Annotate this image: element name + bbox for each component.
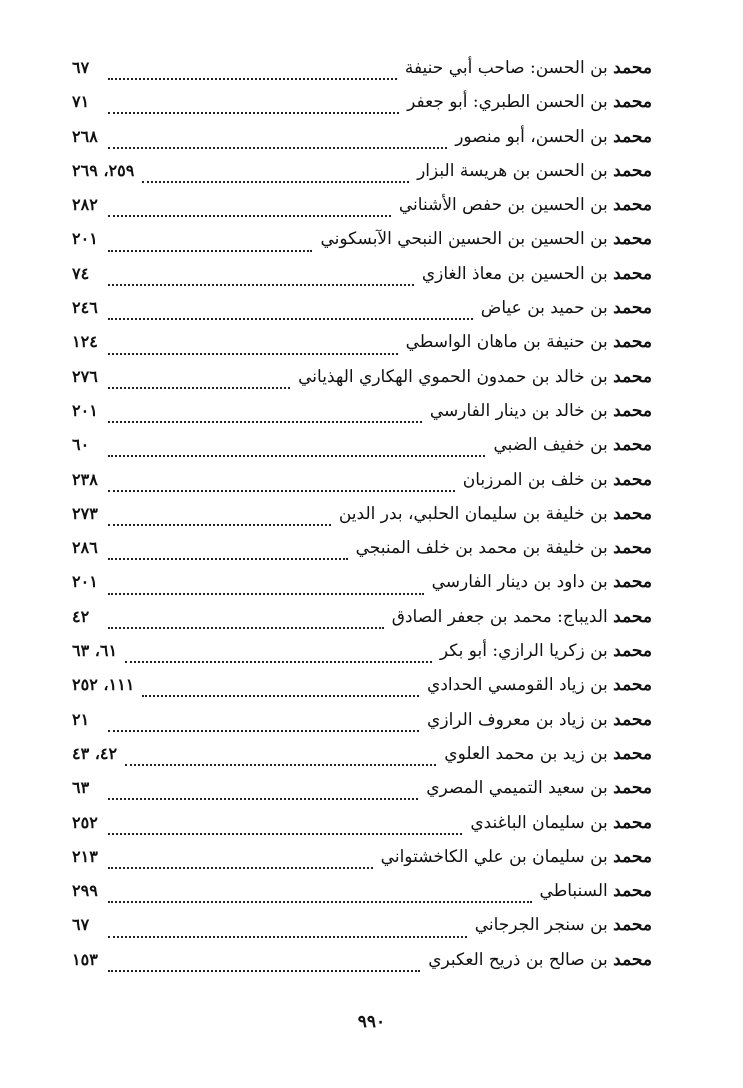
entry-name: محمد بن الحسن، أبو منصور xyxy=(455,126,652,147)
entry-page-refs: ٦٧ xyxy=(72,915,90,935)
dot-leader xyxy=(125,764,436,766)
index-entry xyxy=(72,161,652,195)
entry-name: محمد بن صالح بن ذريح العكبري xyxy=(428,949,652,970)
dot-leader xyxy=(108,593,424,595)
dot-leader xyxy=(108,112,399,114)
index-entry xyxy=(72,607,652,641)
entry-name: محمد بن الحسين بن معاذ الغازي xyxy=(421,263,652,284)
entry-page-refs: ٤٢ xyxy=(72,606,90,626)
entry-page-refs: ٢١٣ xyxy=(72,846,98,866)
entry-name: محمد بن زياد القومسي الحدادي xyxy=(427,675,652,696)
index-entry xyxy=(72,470,652,504)
entry-page-refs: ٦٧ xyxy=(72,58,90,77)
entry-name: محمد بن الحسين بن حفص الأشناني xyxy=(398,195,652,216)
entry-name: محمد بن خالد بن حمدون الحموي الهكاري الهذياني xyxy=(298,366,652,387)
entry-page-refs: ٦١، ٦٣ xyxy=(72,641,118,661)
entry-name: محمد بن زيد بن محمد العلوي xyxy=(444,743,652,764)
entry-name: محمد بن داود بن دينار الفارسي xyxy=(431,572,652,593)
dot-leader xyxy=(108,558,348,560)
index-entry xyxy=(72,813,652,847)
entry-page-refs: ٦٠ xyxy=(72,435,90,455)
entry-name: محمد بن خليفة بن محمد بن خلف المنبجي xyxy=(355,538,652,559)
dot-leader xyxy=(142,695,419,697)
entry-page-refs: ١٢٤ xyxy=(72,332,98,352)
entry-page-refs: ٧١ xyxy=(72,92,90,112)
index-entry xyxy=(72,92,652,126)
index-entry xyxy=(72,710,652,744)
dot-leader xyxy=(108,284,414,286)
index-entry xyxy=(72,950,652,984)
index-entry xyxy=(72,881,652,915)
index-entry xyxy=(72,847,652,881)
entry-page-refs: ٢٣٨ xyxy=(72,469,98,489)
dot-leader xyxy=(108,318,473,320)
entry-page-refs: ٢٠١ xyxy=(72,572,98,592)
entry-name: محمد بن زياد بن معروف الرازي xyxy=(427,709,652,730)
entry-name: محمد بن الحسن بن هريسة البزار xyxy=(417,160,652,181)
dot-leader xyxy=(108,490,455,492)
dot-leader xyxy=(108,627,384,629)
index-entry xyxy=(72,744,652,778)
entry-name: محمد بن خالد بن دينار الفارسي xyxy=(429,400,652,421)
dot-leader xyxy=(125,661,432,663)
entry-name: محمد بن خفيف الضبي xyxy=(493,435,652,456)
dot-leader xyxy=(108,524,331,526)
dot-leader xyxy=(108,421,422,423)
index-entry xyxy=(72,58,652,92)
index-entry xyxy=(72,264,652,298)
entry-page-refs: ٧٤ xyxy=(72,263,90,283)
dot-leader xyxy=(108,353,398,355)
entry-page-refs: ٢٩٩ xyxy=(72,881,98,901)
page-number: ٩٩٠ xyxy=(357,1012,386,1032)
entry-name: محمد بن سنجر الجرجاني xyxy=(474,915,652,936)
entry-name: محمد بن الحسن الطبري: أبو جعفر xyxy=(407,92,652,113)
dot-leader xyxy=(108,250,312,252)
dot-leader xyxy=(108,970,420,972)
index-entry xyxy=(72,229,652,263)
entry-page-refs: ٢٨٢ xyxy=(72,195,98,215)
entry-name: محمد بن حنيفة بن ماهان الواسطي xyxy=(405,332,652,353)
entry-page-refs: ١١١، ٢٥٢ xyxy=(72,675,135,695)
index-entry xyxy=(72,915,652,949)
entry-name: محمد بن خليفة بن سليمان الحلبي، بدر الدين xyxy=(338,503,652,524)
index-entry xyxy=(72,641,652,675)
dot-leader xyxy=(108,867,373,869)
dot-leader xyxy=(108,730,419,732)
dot-leader xyxy=(108,455,485,457)
index-entry xyxy=(72,401,652,435)
entry-page-refs: ٢٥٩، ٢٦٩ xyxy=(72,160,135,180)
entry-name: محمد بن حميد بن عياض xyxy=(480,298,652,319)
entry-name: محمد السنباطي xyxy=(539,881,652,902)
entry-page-refs: ٢٠١ xyxy=(72,229,98,249)
entry-page-refs: ٢٠١ xyxy=(72,400,98,420)
entry-name: محمد بن زكريا الرازي: أبو بكر xyxy=(439,641,652,662)
index-entry xyxy=(72,367,652,401)
entry-page-refs: ٢٦٨ xyxy=(72,126,98,146)
dot-leader xyxy=(108,833,462,835)
entry-page-refs: ٢٨٦ xyxy=(72,538,98,558)
entry-page-refs: ٤٢، ٤٣ xyxy=(72,743,118,763)
entry-page-refs: ٢١ xyxy=(72,709,90,729)
index-entry xyxy=(72,675,652,709)
entry-name: محمد بن سعيد التميمي المصري xyxy=(426,778,652,799)
entry-name: محمد بن الحسين بن الحسين النبحي الآبسكوني xyxy=(320,229,652,250)
entry-page-refs: ٢٧٦ xyxy=(72,366,98,386)
index-entry xyxy=(72,332,652,366)
index-entry xyxy=(72,504,652,538)
entry-page-refs: ١٥٣ xyxy=(72,949,98,969)
dot-leader xyxy=(108,798,418,800)
entry-name: محمد بن سليمان بن علي الكاخشتواني xyxy=(380,846,652,867)
entry-name: محمد بن الحسن: صاحب أبي حنيفة xyxy=(404,58,652,78)
entry-name: محمد بن خلف بن المرزبان xyxy=(462,469,652,490)
entry-name: محمد الديباج: محمد بن جعفر الصادق xyxy=(391,606,652,627)
index-entry xyxy=(72,127,652,161)
dot-leader xyxy=(108,215,391,217)
index-entry xyxy=(72,778,652,812)
dot-leader xyxy=(108,901,532,903)
entry-page-refs: ٢٧٣ xyxy=(72,503,98,523)
dot-leader xyxy=(108,78,397,80)
index-list xyxy=(72,58,652,984)
entry-page-refs: ٢٥٢ xyxy=(72,812,98,832)
dot-leader xyxy=(108,147,447,149)
index-entry xyxy=(72,538,652,572)
entry-name: محمد بن سليمان الباغندي xyxy=(470,812,652,833)
dot-leader xyxy=(142,181,409,183)
entry-page-refs: ٦٣ xyxy=(72,778,90,798)
index-entry xyxy=(72,435,652,469)
entry-page-refs: ٢٤٦ xyxy=(72,298,98,318)
dot-leader xyxy=(108,936,467,938)
dot-leader xyxy=(108,387,290,389)
index-entry xyxy=(72,298,652,332)
index-entry xyxy=(72,572,652,606)
index-entry xyxy=(72,195,652,229)
